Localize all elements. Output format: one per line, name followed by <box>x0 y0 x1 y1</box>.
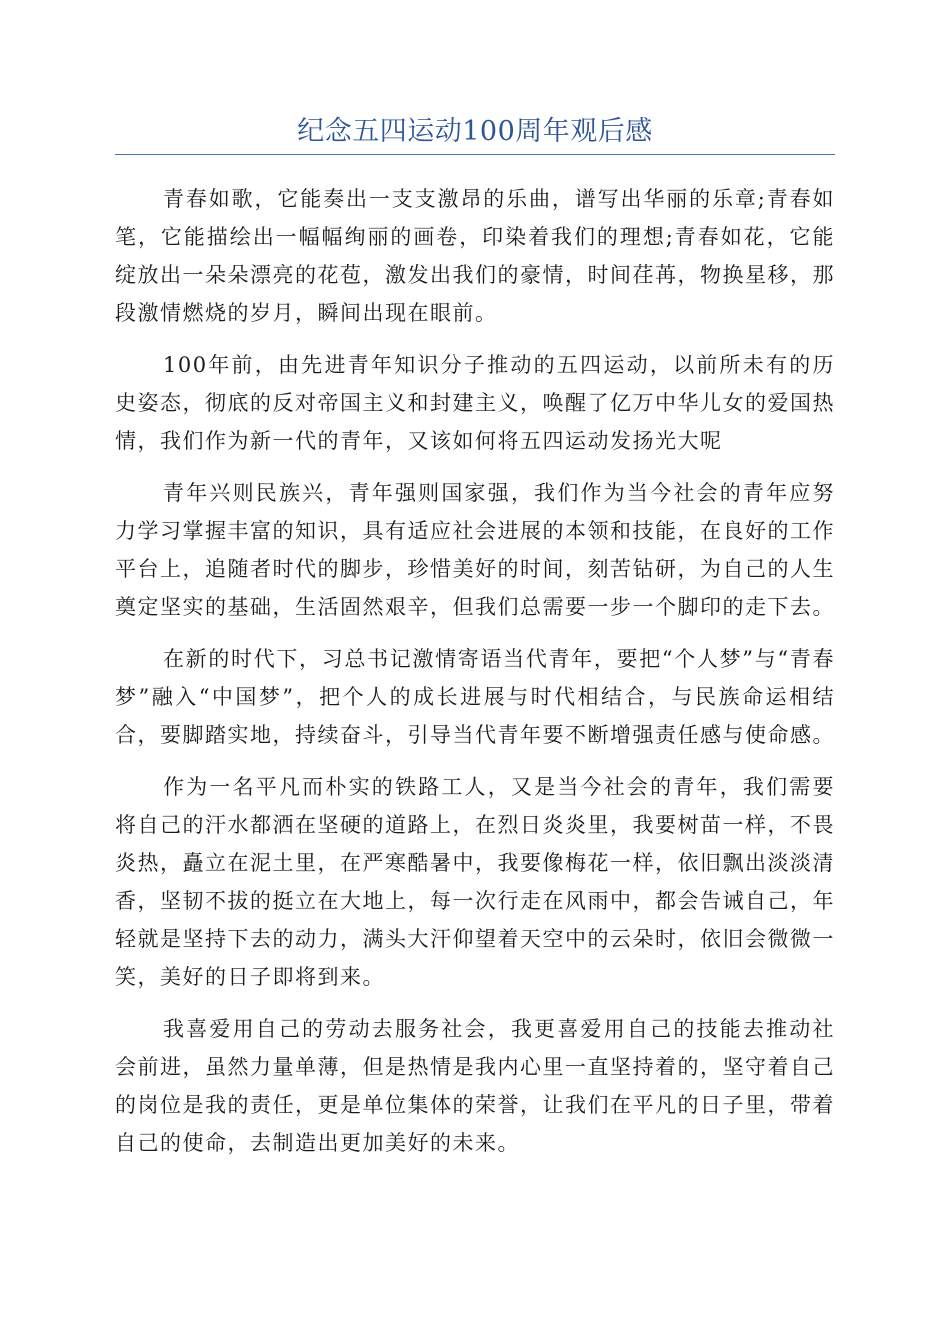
document-body <box>115 180 835 1176</box>
paragraph: 青春如歌，它能奏出一支支激昂的乐曲，谱写出华丽的乐章;青春如笔，它能描绘出一幅幅绚丽的画卷，印染着我们的理想;青春如花，它能绽放出一朵朵漂亮的花苞，激发出我们的豪情，时间荏苒，物换星移，那段激情燃烧的岁月，瞬间出现在眼前。 <box>115 187 835 325</box>
paragraph: 在新的时代下，习总书记激情寄语当代青年，要把“个人梦”与“青春梦”融入“中国梦”，把个人的成长进展与时代相结合，与民族命运相结合，要脚踏实地，持续奋斗，引导当代青年要不断增强责任感与使命感。 <box>115 647 835 747</box>
paragraph: 100年前，由先进青年知识分子推动的五四运动，以前所未有的历史姿态，彻底的反对帝国主义和封建主义，唤醒了亿万中华儿女的爱国热情，我们作为新一代的青年，又该如何将五四运动发扬光大呢 <box>115 353 835 453</box>
paragraph: 我喜爱用自己的劳动去服务社会，我更喜爱用自己的技能去推动社会前进，虽然力量单薄，但是热情是我内心里一直坚持着的，坚守着自己的岗位是我的责任，更是单位集体的荣誉，让我们在平凡的日子里，带着自己的使命，去制造出更加美好的未来。 <box>115 1017 835 1155</box>
document-title: 纪念五四运动100周年观后感 <box>297 116 653 147</box>
paragraph: 青年兴则民族兴，青年强则国家强，我们作为当今社会的青年应努力学习掌握丰富的知识，具有适应社会进展的本领和技能，在良好的工作平台上，追随者时代的脚步，珍惜美好的时间，刻苦钻研，为自己的人生奠定坚实的基础，生活固然艰辛，但我们总需要一步一个脚印的走下去。 <box>115 481 835 619</box>
paragraph: 作为一名平凡而朴实的铁路工人，又是当今社会的青年，我们需要将自己的汗水都洒在坚硬的道路上，在烈日炎炎里，我要树苗一样，不畏炎热，矗立在泥土里，在严寒酷暑中，我要像梅花一样，依旧飘出淡淡清香，坚韧不拔的挺立在大地上，每一次行走在风雨中，都会告诫自己，年轻就是坚持下去的动力，满头大汗仰望着天空中的云朵时，依旧会微微一笑，美好的日子即将到来。 <box>115 775 835 989</box>
title-underline-rule <box>115 154 835 155</box>
